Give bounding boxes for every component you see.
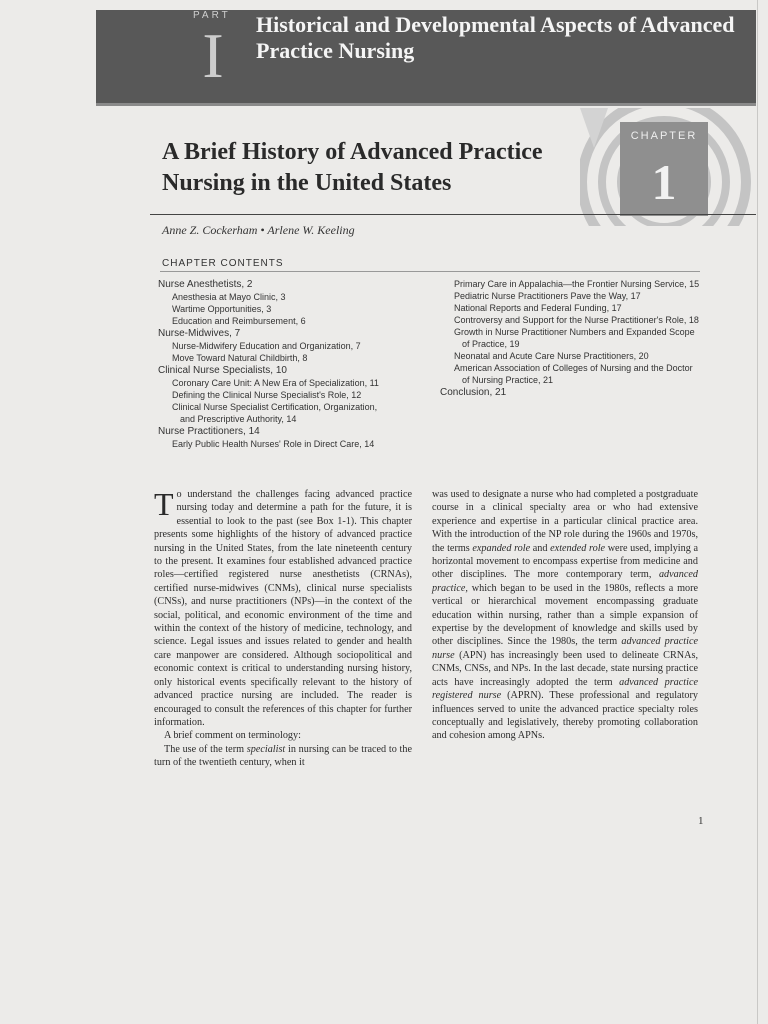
part-banner (96, 10, 756, 106)
toc-entry: American Association of Colleges of Nursing and the Doctor of Nursing Practice, 21 (454, 363, 693, 385)
toc-entry: Nurse-Midwives, 7 (158, 328, 241, 339)
toc-entry: Pediatric Nurse Practitioners Pave the Way, 17 (454, 291, 641, 301)
toc-entry: Defining the Clinical Nurse Specialist's Role, 12 (172, 390, 362, 400)
text-run: which began to be used in the 1980s, reflects a more vertical or hierarchical movement encompassing graduate education within nursing, rather than a simple expansion of expertise by the development of knowledge and skills used by other disciplines. Since the 1980s, the term (432, 582, 698, 648)
toc-entry: Anesthesia at Mayo Clinic, 3 (172, 292, 286, 302)
toc-entry: Clinical Nurse Specialists, 10 (158, 365, 287, 376)
toc-entry: Education and Reimbursement, 6 (172, 316, 306, 326)
page-edge (757, 0, 758, 1024)
toc-entry: Coronary Care Unit: A New Era of Specialization, 11 (172, 378, 379, 388)
title-divider (150, 214, 756, 215)
emphasis-term: specialist (246, 743, 286, 755)
toc-entry: Nurse Anesthetists, 2 (158, 279, 253, 290)
chapter-authors: Anne Z. Cockerham • Arlene W. Keeling (162, 223, 355, 237)
toc-entry: National Reports and Federal Funding, 17 (454, 303, 622, 313)
terminology-lead: A brief comment on terminology: (164, 730, 301, 742)
text-run: and (530, 542, 551, 554)
drop-cap: T (154, 486, 174, 522)
contents-left-column (158, 278, 408, 450)
toc-entry: Nurse Practitioners, 14 (158, 426, 260, 437)
terminology-paragraph (154, 743, 412, 770)
terminology-continued (432, 488, 698, 743)
toc-entry: Primary Care in Appalachia—the Frontier Nursing Service, 15 (454, 279, 700, 289)
contents-heading: CHAPTER CONTENTS (162, 258, 284, 269)
emphasis-term: advanced practice registered nurse (432, 676, 698, 702)
toc-entry: Controversy and Support for the Nurse Practitioner's Role, 18 (454, 315, 699, 325)
toc-entry: Clinical Nurse Specialist Certification, Organization, and Prescriptive Authority, 14 (172, 402, 378, 424)
chapter-number: 1 (651, 154, 677, 210)
part-title: Historical and Developmental Aspects of Advanced Practice Nursing (256, 12, 735, 63)
text-run: The use of the term (164, 743, 247, 755)
body-column-left (154, 488, 412, 770)
emphasis-term: advanced practice, (432, 569, 698, 594)
toc-entry: Conclusion, 21 (440, 387, 507, 398)
chapter-badge (620, 122, 708, 216)
contents-right-column (440, 278, 702, 399)
body-column-right (432, 488, 698, 743)
toc-entry: Nurse-Midwifery Education and Organization, 7 (172, 341, 361, 351)
chapter-title-line-1: A Brief History of Advanced Practice (162, 139, 543, 165)
contents-divider (160, 271, 700, 272)
chapter-title (162, 137, 602, 199)
intro-text: o understand the challenges facing advanced practice nursing today and determine a path for the future, it is essential to look to the past (see Box 1-1). This chapter presents some highlights of the history of advanced practice nursing in the United States, from the late nineteenth century to the present. It examines four established advanced practice roles—certified registered nurse anesthetists (CRNAs), certified nurse-midwives (CNMs), clinical nurse specialists (CNSs), and nurse practitioners (NPs)—in the context of the social, political, and economic environment of the time and within the context of the history of medicine, technology, and science. Legal issues and issues related to gender and health care manpower are considered. Although sociopolitical and economic context is critical to understanding nursing history, only historical events specifically relevant to the history of advanced practice nursing are included. The reader is encouraged to consult the references of this chapter for further information. (154, 489, 412, 728)
emphasis-term: extended role (550, 542, 606, 554)
emphasis-term: expanded role (472, 542, 531, 554)
intro-paragraph (154, 488, 412, 729)
part-label: PART (193, 10, 231, 21)
toc-entry: Wartime Opportunities, 3 (172, 304, 272, 314)
page-number: 1 (698, 815, 704, 827)
chapter-label: CHAPTER (630, 130, 698, 142)
emphasis-term: advanced practice nurse (432, 636, 698, 661)
chapter-title-line-2: Nursing in the United States (162, 170, 452, 196)
text-run: (APN) has increasingly been used to delineate CRNAs, CNMs, CNSs, and NPs. In the last decade, state nursing practice acts have increasingly adopted the term (432, 649, 698, 688)
toc-entry: Growth in Nurse Practitioner Numbers and Expanded Scope of Practice, 19 (454, 327, 695, 349)
part-numeral: I (202, 20, 224, 91)
toc-entry: Early Public Health Nurses' Role in Direct Care, 14 (172, 439, 375, 449)
text-run: was used to designate a nurse who had completed a postgraduate course in a clinical specialty area or who had extensive experience and expertise in a particular clinical practice area. With the introduction of the NP role during the 1960s and 1970s, the terms (432, 489, 698, 554)
text-run: were used, implying a horizontal movement to encompass expertise from medicine and other disciplines. The more contemporary term, (432, 542, 698, 581)
text-run: (APRN). These professional and regulatory influences served to unite the advanced practice specialty roles conceptually and legislatively, thereby promoting collaboration and cohesion among APNs. (432, 690, 698, 742)
text-run: in nursing can be traced to the turn of the twentieth century, when it (154, 743, 412, 769)
toc-entry: Neonatal and Acute Care Nurse Practitioners, 20 (454, 351, 649, 361)
toc-entry: Move Toward Natural Childbirth, 8 (172, 353, 308, 363)
